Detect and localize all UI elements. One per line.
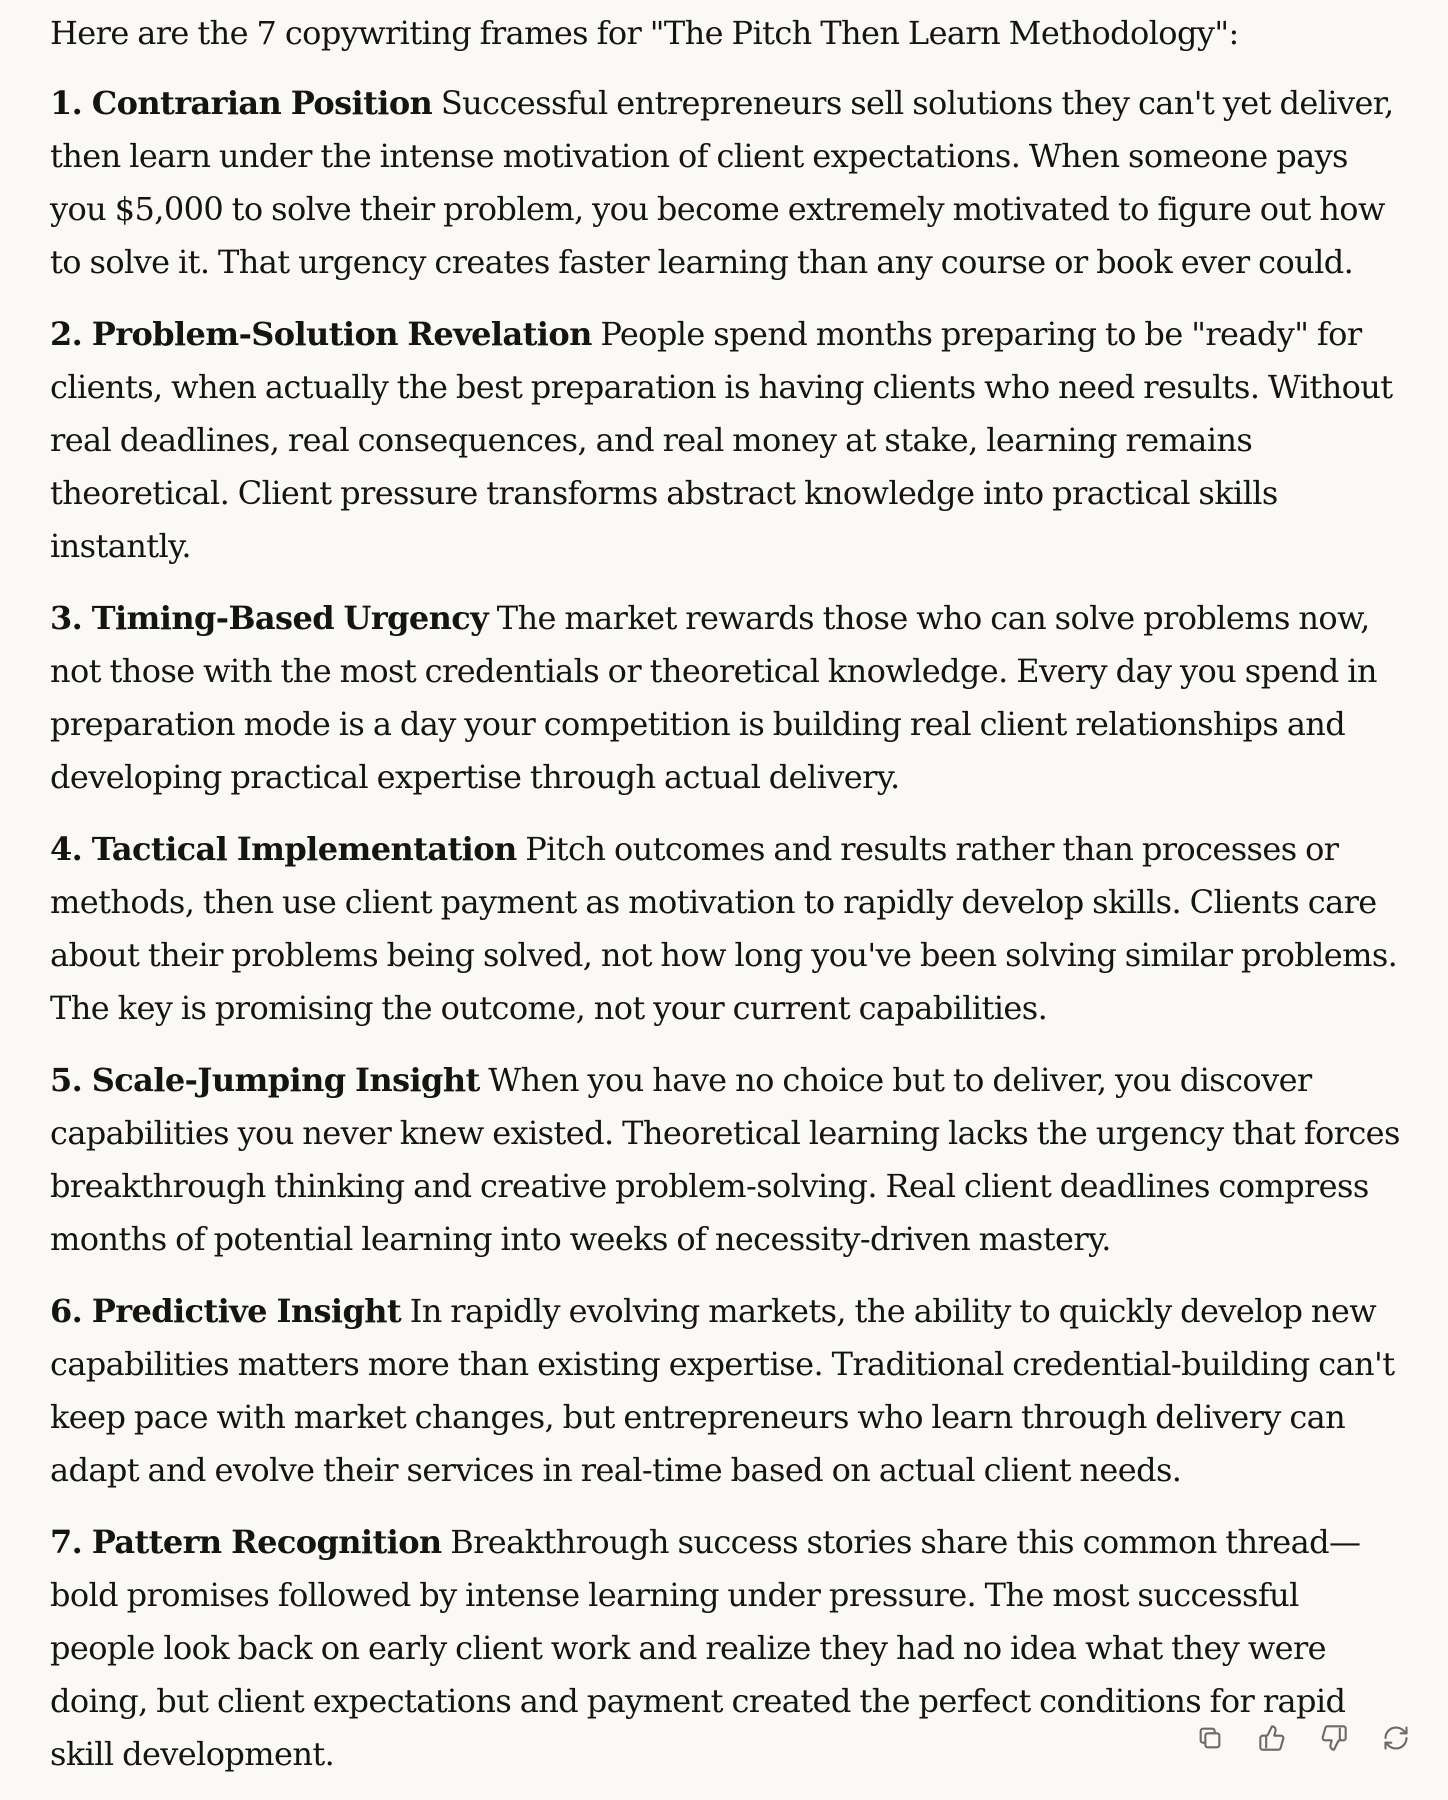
frame-body: The market rewards those who can solve problems now, not those with the most credentials or theoretical knowledge. Every day you spend in preparation mode is a day your competition is building real client relationships and developing practical expertise through actual delivery.	[50, 599, 1377, 796]
frame-title: 5. Scale-Jumping Insight	[50, 1061, 480, 1099]
frame-paragraph	[50, 823, 1410, 1035]
frame-body: In rapidly evolving markets, the ability to quickly develop new capabilities matters more than existing expertise. Traditional credential-building can't keep pace with market changes, but entrepreneurs who learn through delivery can adapt and evolve their services in real-time based on actual client needs.	[50, 1292, 1395, 1489]
frame-paragraph	[50, 308, 1410, 573]
message-intro: Here are the 7 copywriting frames for "The Pitch Then Learn Methodology":	[50, 14, 1239, 52]
frame-body: When you have no choice but to deliver, you discover capabilities you never knew existed. Theoretical learning lacks the urgency that forces breakthrough thinking and creative problem-solving. Real client deadlines compress months of potential learning into weeks of necessity-driven mastery.	[50, 1061, 1400, 1258]
frame-body: Breakthrough success stories share this common thread—bold promises followed by intense learning under pressure. The most successful people look back on early client work and realize they had no idea what they were doing, but client expectations and payment created the perfect conditions for rapid skill development.	[50, 1523, 1361, 1773]
thumbs-up-icon[interactable]	[1258, 1724, 1286, 1752]
frame-paragraph	[50, 77, 1410, 289]
frame-title: 4. Tactical Implementation	[50, 830, 517, 868]
frame-body: People spend months preparing to be "ready" for clients, when actually the best preparation is having clients who need results. Without real deadlines, real consequences, and real money at stake, learning remains theoretical. Client pressure transforms abstract knowledge into practical skills instantly.	[50, 315, 1393, 565]
assistant-message	[50, 8, 1410, 1800]
message-actions	[1196, 1724, 1410, 1752]
frame-title: 7. Pattern Recognition	[50, 1523, 442, 1561]
thumbs-down-icon[interactable]	[1320, 1724, 1348, 1752]
frame-paragraph	[50, 1054, 1410, 1266]
frame-title: 1. Contrarian Position	[50, 84, 433, 122]
frame-body: Successful entrepreneurs sell solutions they can't yet deliver, then learn under the intense motivation of client expectations. When someone pays you $5,000 to solve their problem, you become extremely motivated to figure out how to solve it. That urgency creates faster learning than any course or book ever could.	[50, 84, 1394, 281]
frame-title: 6. Predictive Insight	[50, 1292, 402, 1330]
copy-icon[interactable]	[1196, 1724, 1224, 1752]
frame-paragraph	[50, 592, 1410, 804]
frame-title: 3. Timing-Based Urgency	[50, 599, 489, 637]
frame-title: 2. Problem-Solution Revelation	[50, 315, 592, 353]
frame-body: Pitch outcomes and results rather than processes or methods, then use client payment as motivation to rapidly develop skills. Clients care about their problems being solved, not how long you've been solving similar problems. The key is promising the outcome, not your current capabilities.	[50, 830, 1398, 1027]
frame-paragraph	[50, 1285, 1410, 1497]
retry-icon[interactable]	[1382, 1724, 1410, 1752]
